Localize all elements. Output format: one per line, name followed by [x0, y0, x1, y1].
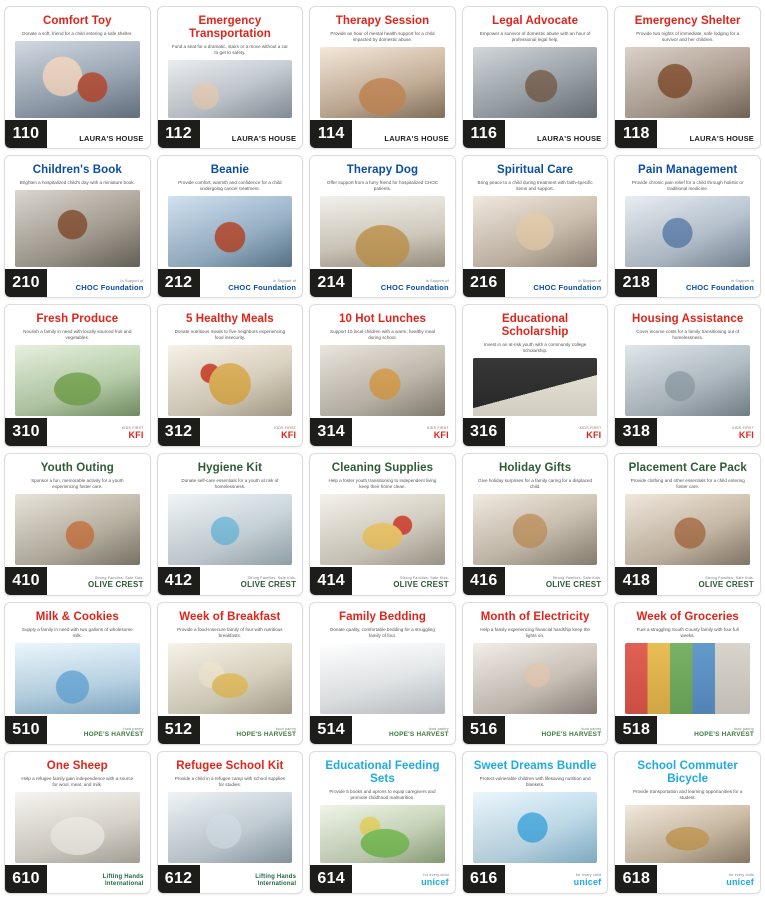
- brand-prefix: food pantry: [581, 726, 602, 731]
- card-title: Milk & Cookies: [35, 611, 119, 623]
- gift-card[interactable]: [4, 304, 151, 447]
- brand-prefix: Strong Families. Safe Kids.: [705, 576, 754, 581]
- card-footer: [158, 863, 303, 893]
- brand-name: OLIVE CREST: [545, 580, 602, 590]
- card-description: Donate quality, comfortable bedding for a struggling family of four.: [330, 626, 435, 639]
- card-footer: [463, 565, 608, 595]
- brand-name: OLIVE CREST: [393, 580, 449, 590]
- brand-logo: [228, 279, 296, 293]
- card-code[interactable]: 610: [5, 865, 47, 893]
- brand-logo: [84, 727, 144, 740]
- card-title: Hygiene Kit: [197, 462, 263, 474]
- brand-logo: [381, 279, 449, 293]
- gift-card[interactable]: [309, 453, 456, 596]
- brand-prefix: food pantry: [428, 726, 449, 731]
- brand-prefix: for every child: [576, 872, 602, 877]
- card-code[interactable]: 212: [158, 269, 200, 297]
- brand-logo: [427, 426, 449, 442]
- card-description: Donate self-care essentials for a youth at risk of homelessness.: [181, 477, 279, 490]
- brand-logo: [66, 874, 144, 889]
- gift-card[interactable]: [4, 602, 151, 745]
- brand-prefix: In Support of: [273, 278, 297, 283]
- card-description: Offer support from a furry friend for hospitalized CHOC patients.: [326, 179, 439, 192]
- card-code[interactable]: 110: [5, 120, 47, 148]
- gift-card[interactable]: [614, 453, 761, 596]
- card-code[interactable]: 416: [463, 567, 505, 595]
- card-description: Support 10 local children with a warm, healthy meal during school.: [330, 328, 435, 341]
- card-code[interactable]: 312: [158, 418, 200, 446]
- card-description: Provide a food-insecure family of four with nutritious breakfasts.: [177, 626, 283, 639]
- card-footer: [310, 118, 455, 148]
- brand-logo: [384, 134, 448, 144]
- card-footer: [5, 714, 150, 744]
- card-footer: [158, 118, 303, 148]
- brand-logo: [76, 279, 144, 293]
- card-code[interactable]: 310: [5, 418, 47, 446]
- educational-play-materials-photo: [320, 805, 445, 863]
- brand-name: LAURA'S HOUSE: [384, 134, 449, 143]
- brand-prefix: Strong Families. Safe Kids.: [400, 576, 449, 581]
- card-description: Fuel a struggling South County family with four full weeks.: [636, 626, 739, 639]
- card-footer: [310, 267, 455, 297]
- card-description: Help a foster youth transitioning to independent living keep their home clean.: [328, 477, 437, 490]
- card-description: Brighten a hospitalized child's day with a miniature book.: [19, 179, 135, 185]
- card-title: Beanie: [210, 164, 250, 176]
- brand-name: Lifting Hands International: [102, 873, 144, 887]
- gift-card[interactable]: [462, 304, 609, 447]
- brand-name: LAURA'S HOUSE: [537, 134, 602, 143]
- brand-name: CHOC Foundation: [380, 283, 449, 292]
- plate-of-healthy-food-photo: [168, 345, 293, 416]
- family-farmers-market-photo: [15, 345, 140, 416]
- brand-prefix: Strong Families. Safe Kids.: [94, 576, 144, 581]
- card-description: Provide clothing and other essentials for a child entering foster care.: [630, 477, 745, 490]
- brand-name: KFI: [433, 430, 449, 441]
- mother-and-child-shelter-photo: [625, 47, 750, 118]
- brand-logo: [389, 727, 449, 740]
- brand-name: unicef: [573, 877, 602, 888]
- card-footer: [158, 416, 303, 446]
- hand-at-light-switch-photo: [473, 643, 598, 714]
- card-description: Donate nutritious meals to five neighbors experiencing food insecurity.: [174, 328, 286, 341]
- brand-logo: [690, 134, 754, 144]
- brand-prefix: In Support of: [730, 278, 754, 283]
- brand-logo: [726, 873, 754, 889]
- card-description: Nourish a family in need with locally sourced fruit and vegetables.: [23, 328, 132, 341]
- card-footer: [5, 416, 150, 446]
- gift-card[interactable]: [309, 751, 456, 894]
- card-title: Pain Management: [638, 164, 738, 176]
- gift-card[interactable]: [614, 751, 761, 894]
- legal-advocate-at-desk-photo: [473, 47, 598, 118]
- wrapped-holiday-gifts-photo: [473, 494, 598, 565]
- hygiene-products-photo: [168, 494, 293, 565]
- card-title: Placement Care Pack: [628, 462, 747, 474]
- brand-logo: [393, 576, 449, 591]
- brand-logo: [537, 134, 601, 144]
- white-bedding-pillows-photo: [320, 643, 445, 714]
- card-code[interactable]: 116: [463, 120, 505, 148]
- brand-name: KFI: [586, 430, 602, 441]
- brand-name: OLIVE CREST: [88, 580, 144, 590]
- brand-prefix: for every child: [728, 872, 754, 877]
- youth-outing-photo: [15, 494, 140, 565]
- card-description: Supply a family in need with two gallons of wholesome milk.: [21, 626, 133, 639]
- brand-name: unicef: [726, 877, 754, 888]
- brand-name: HOPE'S HARVEST: [541, 731, 602, 739]
- golden-retriever-therapy-dog-photo: [320, 196, 445, 267]
- card-title: 5 Healthy Meals: [185, 313, 274, 325]
- brand-name: OLIVE CREST: [698, 580, 754, 590]
- gift-card[interactable]: [614, 155, 761, 298]
- brand-logo: [122, 426, 144, 442]
- brand-name: HOPE'S HARVEST: [388, 731, 449, 739]
- card-footer: [615, 714, 760, 744]
- gift-card[interactable]: [309, 6, 456, 149]
- brand-prefix: KIDS FIRST: [274, 425, 297, 430]
- card-title: One Sheep: [46, 760, 108, 772]
- card-title: Family Bedding: [338, 611, 426, 623]
- gift-card[interactable]: [614, 6, 761, 149]
- card-title: Sweet Dreams Bundle: [473, 760, 597, 772]
- brand-prefix: KIDS FIRST: [732, 425, 754, 430]
- card-title: Spiritual Care: [497, 164, 574, 176]
- brand-prefix: KIDS FIRST: [121, 425, 144, 430]
- card-code[interactable]: 518: [615, 716, 657, 744]
- gift-card[interactable]: [462, 453, 609, 596]
- card-description: Protect vulnerable children with lifesaving nutrition and blankets.: [479, 775, 591, 788]
- card-code[interactable]: 616: [463, 865, 505, 893]
- children-eating-lunch-photo: [320, 345, 445, 416]
- card-description: Provide an hour of mental health support for a child impacted by domestic abuse.: [330, 30, 435, 43]
- brand-name: LAURA'S HOUSE: [689, 134, 754, 143]
- brand-name: CHOC Foundation: [228, 283, 297, 292]
- card-title: Therapy Session: [335, 15, 430, 27]
- card-footer: [463, 714, 608, 744]
- graduation-cap-and-diploma-photo: [473, 358, 598, 416]
- card-footer: [615, 863, 760, 893]
- card-title: Emergency Transportation: [188, 15, 271, 40]
- card-footer: [615, 118, 760, 148]
- gift-card[interactable]: [4, 453, 151, 596]
- card-description: Donate a soft, friend for a child entering a safe shelter.: [22, 30, 133, 36]
- card-title: School Commuter Bicycle: [637, 760, 738, 785]
- brand-name: Lifting Hands International: [255, 873, 297, 887]
- card-footer: [615, 267, 760, 297]
- card-code[interactable]: 218: [615, 269, 657, 297]
- gift-card[interactable]: [462, 6, 609, 149]
- child-reading-book-photo: [15, 190, 140, 267]
- card-title: Refugee School Kit: [176, 760, 284, 772]
- brand-prefix: food pantry: [123, 726, 144, 731]
- card-title: Educational Feeding Sets: [325, 760, 440, 785]
- card-footer: [158, 267, 303, 297]
- brand-name: CHOC Foundation: [75, 283, 144, 292]
- brand-name: OLIVE CREST: [240, 580, 297, 590]
- card-code[interactable]: 114: [310, 120, 352, 148]
- brand-logo: [546, 576, 602, 591]
- family-loading-car-photo: [625, 345, 750, 416]
- card-footer: [310, 416, 455, 446]
- brand-prefix: In Support of: [578, 278, 602, 283]
- hand-opening-car-door-photo: [168, 60, 293, 118]
- gift-card[interactable]: [309, 155, 456, 298]
- child-wearing-beanie-photo: [168, 196, 293, 267]
- brand-logo: [232, 134, 296, 144]
- card-title: Housing Assistance: [632, 313, 744, 325]
- gift-card[interactable]: [157, 453, 304, 596]
- brand-name: unicef: [421, 877, 449, 888]
- brand-logo: [236, 727, 296, 740]
- card-footer: [5, 565, 150, 595]
- gift-card[interactable]: [157, 155, 304, 298]
- card-code[interactable]: 410: [5, 567, 47, 595]
- gift-card[interactable]: [462, 602, 609, 745]
- brand-logo: [79, 134, 143, 144]
- gift-card[interactable]: [614, 602, 761, 745]
- card-footer: [5, 267, 150, 297]
- card-description: Give holiday surprises for a family caring for a displaced child.: [478, 477, 593, 490]
- card-footer: [463, 863, 608, 893]
- child-with-school-supplies-photo: [168, 792, 293, 863]
- brand-name: HOPE'S HARVEST: [236, 731, 297, 739]
- card-title: Therapy Dog: [346, 164, 419, 176]
- gift-card[interactable]: [4, 751, 151, 894]
- card-code[interactable]: 414: [310, 567, 352, 595]
- card-code[interactable]: 516: [463, 716, 505, 744]
- card-footer: [158, 714, 303, 744]
- card-footer: [5, 118, 150, 148]
- card-code[interactable]: 314: [310, 418, 352, 446]
- stocked-grocery-shelves-photo: [625, 643, 750, 714]
- card-title: Holiday Gifts: [498, 462, 572, 474]
- brand-prefix: food pantry: [733, 726, 754, 731]
- student-with-bicycle-photo: [625, 805, 750, 863]
- doctor-with-child-patient-photo: [625, 196, 750, 267]
- breakfast-plate-photo: [168, 643, 293, 714]
- care-package-box-photo: [625, 494, 750, 565]
- card-grid: [4, 6, 761, 894]
- card-description: Provide comfort, warmth and confidence for a child undergoing cancer treatment.: [178, 179, 282, 192]
- brand-logo: [580, 426, 602, 442]
- card-title: Week of Breakfast: [179, 611, 281, 623]
- brand-prefix: KIDS FIRST: [427, 425, 449, 430]
- brand-name: CHOC Foundation: [533, 283, 602, 292]
- brand-name: HOPE'S HARVEST: [83, 731, 144, 739]
- card-code[interactable]: 612: [158, 865, 200, 893]
- brand-name: KFI: [128, 430, 144, 441]
- card-code[interactable]: 112: [158, 120, 200, 148]
- lamb-photo: [15, 792, 140, 863]
- gift-card[interactable]: [462, 751, 609, 894]
- brand-prefix: Strong Families. Safe Kids.: [552, 576, 602, 581]
- brand-name: LAURA'S HOUSE: [231, 134, 297, 143]
- card-description: Invest in an at-risk youth with a community college scholarship.: [483, 341, 587, 353]
- child-with-teddy-bear-photo: [15, 41, 140, 118]
- card-title: Cleaning Supplies: [331, 462, 434, 474]
- brand-name: CHOC Foundation: [686, 283, 754, 292]
- card-code[interactable]: 412: [158, 567, 200, 595]
- card-title: 10 Hot Lunches: [338, 313, 426, 325]
- card-title: Comfort Toy: [42, 15, 112, 27]
- brand-logo: [542, 727, 602, 740]
- gift-card[interactable]: [157, 602, 304, 745]
- card-description: Provide 5 books and aprons to equip caregivers and promote childhood malnutrition.: [329, 788, 436, 800]
- card-title: Children's Book: [32, 164, 122, 176]
- card-code[interactable]: 210: [5, 269, 47, 297]
- gift-card[interactable]: [614, 304, 761, 447]
- therapy-session-with-children-photo: [320, 47, 445, 118]
- brand-prefix: In Support of: [425, 278, 449, 283]
- child-with-blue-blanket-photo: [473, 792, 598, 863]
- brand-name: LAURA'S HOUSE: [79, 134, 144, 143]
- card-code[interactable]: 614: [310, 865, 352, 893]
- card-title: Emergency Shelter: [634, 15, 741, 27]
- card-footer: [158, 565, 303, 595]
- gift-card[interactable]: [4, 155, 151, 298]
- card-description: Provide a child in a refugee camp with school supplies for studies.: [174, 775, 286, 788]
- brand-logo: [574, 873, 602, 889]
- card-footer: [463, 416, 608, 446]
- card-title: Youth Outing: [40, 462, 114, 474]
- card-code[interactable]: 214: [310, 269, 352, 297]
- brand-name: HOPE'S HARVEST: [694, 731, 754, 739]
- card-code[interactable]: 118: [615, 120, 657, 148]
- gift-card[interactable]: [157, 6, 304, 149]
- card-code[interactable]: 216: [463, 269, 505, 297]
- card-code[interactable]: 418: [615, 567, 657, 595]
- card-description: Sponsor a fun, memorable activity for a youth experiencing foster care.: [31, 477, 124, 490]
- brand-logo: [732, 426, 754, 442]
- brand-prefix: food pantry: [276, 726, 297, 731]
- brand-prefix: KIDS FIRST: [579, 425, 602, 430]
- brand-logo: [421, 873, 449, 889]
- milk-bottle-and-cookies-photo: [15, 643, 140, 714]
- brand-logo: [694, 727, 754, 740]
- card-code[interactable]: 512: [158, 716, 200, 744]
- card-footer: [5, 863, 150, 893]
- card-footer: [310, 714, 455, 744]
- brand-logo: [88, 576, 144, 591]
- card-code[interactable]: 618: [615, 865, 657, 893]
- card-description: Provide chronic pain relief for a child through holistic or traditional medicine.: [631, 179, 744, 192]
- card-footer: [310, 565, 455, 595]
- brand-logo: [218, 874, 296, 889]
- cleaning-supplies-basket-photo: [320, 494, 445, 565]
- brand-prefix: Strong Families. Safe Kids.: [247, 576, 297, 581]
- gift-card[interactable]: [157, 751, 304, 894]
- gift-card[interactable]: [462, 155, 609, 298]
- gift-card[interactable]: [309, 304, 456, 447]
- brand-logo: [698, 576, 754, 591]
- brand-logo: [274, 426, 296, 442]
- brand-name: KFI: [281, 430, 297, 441]
- card-footer: [463, 118, 608, 148]
- card-footer: [310, 863, 455, 893]
- card-description: Help a refugee family gain independence with a source for wool, meat, and milk.: [21, 775, 134, 788]
- card-description: Bring peace to a child during treatment with faith-specific items and support.: [477, 179, 593, 192]
- gift-card[interactable]: [309, 602, 456, 745]
- card-title: Week of Groceries: [636, 611, 739, 623]
- card-description: Cover income costs for a family transitioning out of homelessness.: [636, 328, 740, 341]
- card-footer: [615, 416, 760, 446]
- brand-logo: [533, 279, 601, 293]
- card-footer: [463, 267, 608, 297]
- card-description: Fund a seat for a dramatic, stairs or a move without a car to get to safety.: [171, 43, 288, 55]
- card-code[interactable]: 514: [310, 716, 352, 744]
- brand-prefix: for every child: [423, 872, 449, 877]
- card-description: Empower a survivor of domestic abuse with an hour of professional legal help.: [479, 30, 591, 43]
- card-footer: [615, 565, 760, 595]
- card-code[interactable]: 318: [615, 418, 657, 446]
- brand-prefix: In Support of: [120, 278, 144, 283]
- card-title: Legal Advocate: [492, 15, 579, 27]
- card-code[interactable]: 510: [5, 716, 47, 744]
- card-title: Educational Scholarship: [501, 313, 569, 338]
- card-description: Provide two nights of immediate, safe lodging for a survivor and her children.: [636, 30, 740, 43]
- praying-hands-photo: [473, 196, 598, 267]
- card-title: Month of Electricity: [480, 611, 590, 623]
- card-description: Provide transportation and learning opportunities for a student.: [632, 788, 743, 800]
- card-title: Fresh Produce: [36, 313, 119, 325]
- brand-logo: [686, 279, 754, 293]
- card-code[interactable]: 316: [463, 418, 505, 446]
- gift-card[interactable]: [4, 6, 151, 149]
- brand-name: KFI: [738, 430, 754, 441]
- card-description: Help a family experiencing financial hardship keep the lights on.: [480, 626, 590, 639]
- brand-logo: [241, 576, 297, 591]
- gift-card[interactable]: [157, 304, 304, 447]
